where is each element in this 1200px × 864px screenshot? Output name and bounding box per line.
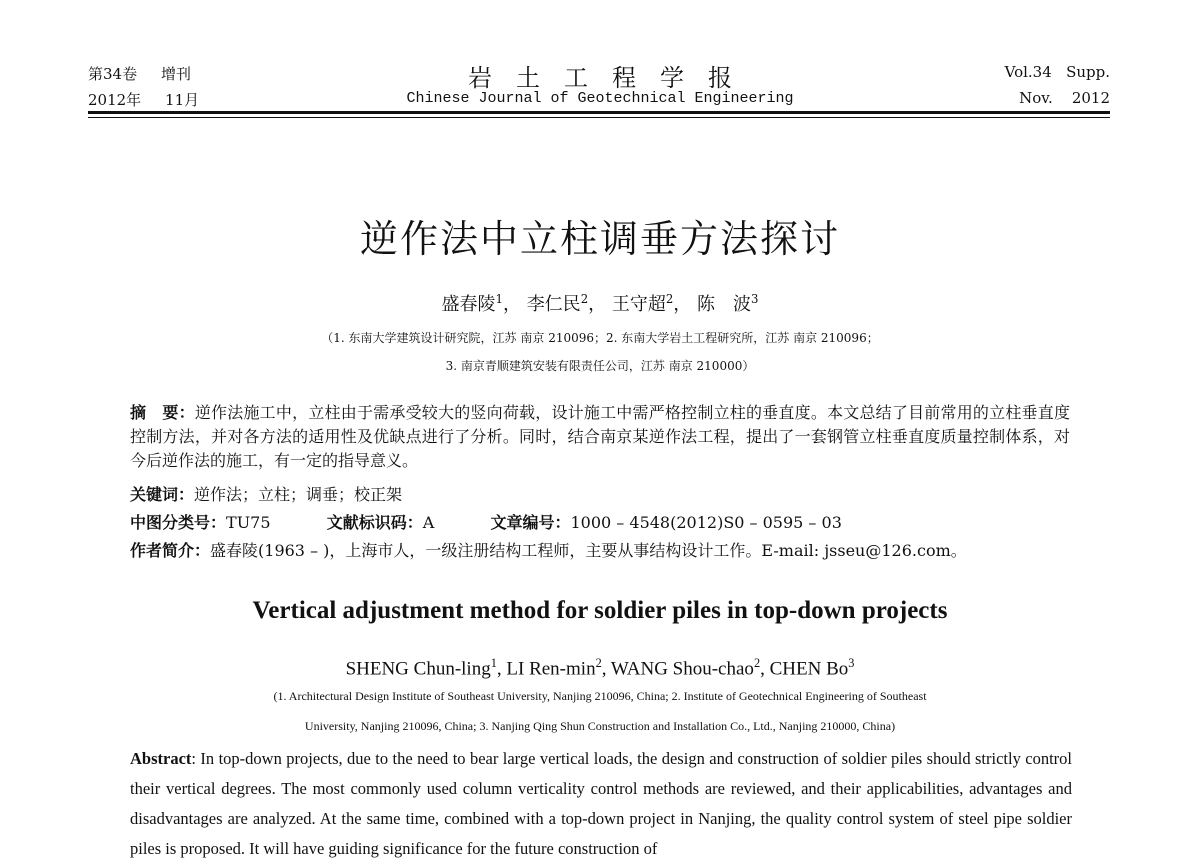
abstract-en-text: : In top-down projects, due to the need to bear large vertical loads, the design and construction of soldier piles should strictly control their vertical degrees. The most commonly used column verticality control methods are reviewed, and their applicabilities, advantages and disadvantages are analyzed. At the same time, combined with a top-down project in Nanjing, the quality control system of steel pipe soldier piles is proposed. It will have guiding significance for the future construction of [130,749,1072,858]
doc-code-label: 文献标识码： [326,513,423,532]
author-bio [130,539,1070,563]
header-month-cn: 11月 [165,91,200,109]
header-month-en: Nov. [1019,89,1053,107]
abstract-cn-label: 摘 要： [130,403,195,422]
classification-line [130,511,1070,535]
header-volume-en: Vol.34 [1004,63,1052,81]
journal-title-en: Chinese Journal of Geotechnical Engineering [406,90,794,107]
journal-title-cn: 岩土工程学报 [468,64,756,92]
header-right-bottom [1019,89,1110,107]
header-volume-cn: 第34卷 [88,65,138,83]
author-cn: 盛春陵 [441,294,496,315]
author-aff-en: 2 [595,656,602,670]
header-supp-cn: 增刊 [160,65,191,83]
author-aff-en: 3 [848,656,855,670]
header-year-en: 2012 [1071,89,1110,107]
author-bio-label: 作者简介： [130,541,211,560]
author-en: SHENG Chun-ling [345,658,491,680]
keywords-cn-text: 逆作法；立柱；调垂；校正架 [194,485,403,504]
clc-value: TU75 [226,513,271,532]
author-aff-cn: 2 [665,292,674,306]
article-no-label: 文章编号： [490,513,571,532]
author-en: LI Ren-min [506,658,596,680]
author-aff-cn: 3 [751,292,759,306]
author-aff-en: 2 [753,656,761,670]
paper-title-cn: 逆作法中立柱调垂方法探讨 [359,217,840,261]
header-rule-thin [88,117,1110,118]
abstract-en [130,744,1072,864]
paper-title-en: Vertical adjustment method for soldier piles in top-down projects [252,597,948,624]
author-cn: 李仁民 [526,294,581,315]
keywords-cn [130,483,1070,507]
author-cn: 陈 波 [697,294,752,315]
author-bio-text: 盛春陵(1963 – )，上海市人，一级注册结构工程师，主要从事结构设计工作。E-mail: jsseu@126.com。 [210,541,967,560]
header-rule-thick [88,111,1110,114]
clc-label: 中图分类号： [130,513,227,532]
abstract-cn [130,401,1070,473]
affiliation-en-line2: University, Nanjing 210096, China; 3. Nanjing Qing Shun Construction and Installation Co., Ltd., Nanjing 210000, China) [304,719,896,733]
author-aff-en: 1 [490,656,497,670]
keywords-cn-label: 关键词： [130,485,195,504]
author-en: CHEN Bo [769,658,849,680]
authors-en: SHENG Chun-ling$^1$, LI Ren-$\min^2$, WANG Shou-chao$^2$, CHEN Bo$^3$ [345,656,855,680]
author-en: WANG Shou-chao [610,658,754,680]
article-no-value: 1000 – 4548(2012)S0 – 0595 – 03 [570,513,842,532]
header-right-top [1005,63,1110,81]
abstract-en-label: Abstract [130,749,192,768]
author-cn: 王守超 [611,294,666,315]
author-aff-cn: 2 [580,292,589,306]
affiliation-cn-line1: （1. 东南大学建筑设计研究院，江苏 南京 210096；2. 东南大学岩土工程研究所，江苏 南京 210096； [321,331,879,345]
doc-code-value: A [422,513,435,532]
affiliation-cn-line2: 3. 南京青顺建筑安装有限责任公司，江苏 南京 210000） [445,359,755,373]
header-year-cn: 2012年 [88,91,142,109]
author-aff-cn: 1 [495,292,503,306]
header-supp-en: Supp. [1066,63,1110,81]
authors-cn: 盛春陵$^1$， 李仁民$^2$， 王守超$^2$， 陈 波$^3$ [441,292,759,315]
affiliation-en-line1: (1. Architectural Design Institute of Southeast University, Nanjing 210096, China; 2. Institute of Geotechnical Engineering of Southeast [273,689,927,703]
abstract-cn-text: 逆作法施工中，立柱由于需承受较大的竖向荷载，设计施工中需严格控制立柱的垂直度。本文总结了目前常用的立柱垂直度控制方法，并对各方法的适用性及优缺点进行了分析。同时，结合南京某逆作法工程，提出了一套钢管立柱垂直度质量控制体系，对今后逆作法的施工，有一定的指导意义。 [130,403,1070,470]
